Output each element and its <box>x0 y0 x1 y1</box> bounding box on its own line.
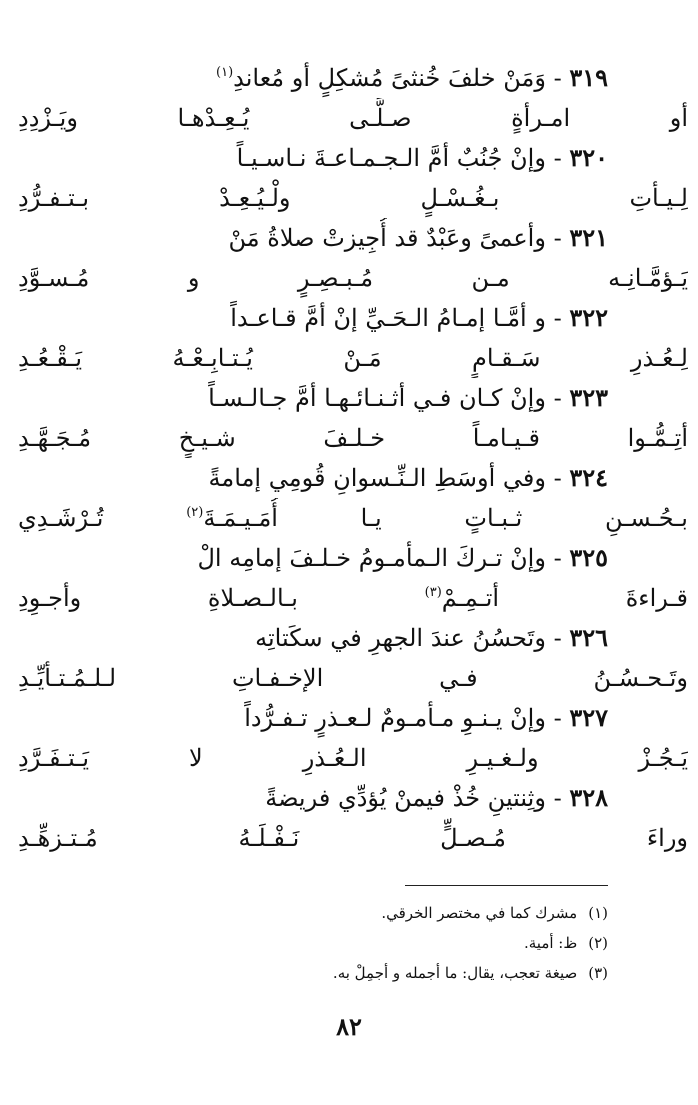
verse-number: ٣٢٧ <box>569 703 608 732</box>
footnote-mark: (٣) <box>588 964 608 982</box>
page-number: ٨٢ <box>336 1012 362 1041</box>
verse-first-hemistich <box>18 618 608 658</box>
footnote-text: صيغة تعجب، يقال: ما أجمله و أجمِلْ به. <box>332 964 578 982</box>
footnotes <box>108 898 608 988</box>
verse-text: وأعمىً وعَبْدٌ قد أُجِيزتْ صلاةُ مَنْ <box>228 224 546 252</box>
verse-first-hemistich <box>18 378 608 418</box>
verse-first-hemistich <box>18 138 608 178</box>
verse-text: بـحُـسـنِ ثـبـاتٍ يـا أُمَـيـمَـةَ <box>203 504 688 532</box>
verse-dash: - <box>545 624 562 652</box>
verse-second-hemistich <box>18 98 688 138</box>
verse-dash: - <box>545 304 562 332</box>
verse-text: وإنْ جُنُبٌ أمَّ الـجـمـاعـةَ نـاسـيـاً <box>236 144 546 172</box>
verse-text: أتِـمُّـوا قـيـامـاً خـلـفَ شـيـخٍ مُـجَـهَّـدِ <box>18 424 688 452</box>
verse-number: ٣١٩ <box>569 63 608 92</box>
verse-number: ٣٢٥ <box>569 543 608 572</box>
verse-first-hemistich <box>18 538 608 578</box>
verse-dash: - <box>545 544 562 572</box>
footnote-item <box>108 898 608 928</box>
verse-number: ٣٢٠ <box>569 143 608 172</box>
verse-number: ٣٢٣ <box>569 383 608 412</box>
verse-text: وإنْ تـركَ الـمأمـومُ خـلـفَ إمامِه الْ <box>197 544 546 572</box>
verse-second-hemistich <box>18 738 688 778</box>
verse-text: وراءَ مُـصـلٍّ نَـفْـلَـهُ مُـتـزهِّـدِ <box>18 824 688 852</box>
verse-text: وإنْ كـان فـي أثـنـائـهـا أمَّ جـالـسـاً <box>208 384 546 412</box>
verse-number: ٣٢٨ <box>569 783 608 812</box>
verse-first-hemistich <box>18 218 608 258</box>
verse-text: وتَـحـسُـنُ فـي الإخـفـاتِ لـلـمُـتـأيِّـدِ <box>18 664 688 692</box>
footnote-ref: (٣) <box>424 585 442 600</box>
verse-second-hemistich <box>18 178 688 218</box>
verse-text: وَمَنْ خلفَ خُنثىً مُشكِلٍ أو مُعاندِ <box>233 64 546 92</box>
verse-dash: - <box>545 704 562 732</box>
verse-dash: - <box>545 64 562 92</box>
verse-text: وثِنتينِ خُذْ فيمنْ يُؤدِّي فريضةً <box>265 784 546 812</box>
footnote-item <box>108 958 608 988</box>
verse-text: قـراءةَ أتـمِـمْ <box>441 584 688 612</box>
verse-first-hemistich <box>18 698 608 738</box>
verse-dash: - <box>545 384 562 412</box>
verse-number: ٣٢٢ <box>569 303 608 332</box>
verse-text: لِـيـأتِ بـغُـسْـلٍ ولْـيُـعِـدْ بـتـفـرُّدِ <box>18 184 688 212</box>
verse-text: وإنْ يـنـوِ مـأمـومٌ لـعـذرٍ تـفـرُّداً <box>244 704 546 732</box>
verse-first-hemistich <box>18 58 608 98</box>
verse-first-hemistich <box>18 778 608 818</box>
poem-verses <box>18 58 688 858</box>
verse-dash: - <box>545 464 562 492</box>
verse-text: بـالـصـلاةِ وأجـوِدِ <box>18 584 298 612</box>
verse-second-hemistich <box>18 338 688 378</box>
verse-text: وفي أوسَطِ الـنِّـسوانِ قُومِي إمامةً <box>208 464 546 492</box>
verse-second-hemistich <box>18 258 688 298</box>
verse-dash: - <box>545 224 562 252</box>
verse-second-hemistich <box>18 818 688 858</box>
verse-second-hemistich <box>18 418 688 458</box>
verse-dash: - <box>545 784 562 812</box>
footnote-ref: (٢) <box>186 505 204 520</box>
verse-text: أو امـرأةٍ صـلَّـى يُـعِـدْهـا ويَـزْدِدِ <box>18 104 688 132</box>
footnote-ref: (١) <box>216 65 234 80</box>
verse-first-hemistich <box>18 458 608 498</box>
verse-number: ٣٢٤ <box>569 463 608 492</box>
footnote-item <box>108 928 608 958</box>
footnote-mark: (١) <box>588 904 608 922</box>
verse-second-hemistich <box>18 578 688 618</box>
verse-text: و أمَّـا إمـامُ الـحَـيِّ إنْ أمَّ قـاعـداً <box>230 304 546 332</box>
footnote-text: مشرك كما في مختصر الخرقي. <box>381 904 578 922</box>
verse-text: تُـرْشَـدِي <box>18 504 104 532</box>
verse-first-hemistich <box>18 298 608 338</box>
footnote-divider <box>405 885 608 886</box>
verse-dash: - <box>545 144 562 172</box>
footnote-text: ظ: أمية. <box>523 934 578 952</box>
footnote-mark: (٢) <box>588 934 608 952</box>
verse-number: ٣٢١ <box>569 223 608 252</box>
verse-number: ٣٢٦ <box>569 623 608 652</box>
verse-text: وتَحسُنُ عندَ الجهرِ في سكَتاتِه <box>255 624 546 652</box>
verse-text: يَـؤمَّـانِـه مـن مُـبـصِـرٍ و مُـسـوَّدِ <box>18 264 688 292</box>
verse-text: يَـجُـزْ ولـغـيـرِ الـعُـذرِ لا يَـتـفَـرَّدِ <box>18 744 688 772</box>
verse-text: لِـعُـذرِ سَـقـامٍ مَـنْ يُـتـابِـعْـهُ يَـقْـعُـدِ <box>18 344 688 372</box>
verse-second-hemistich <box>18 658 688 698</box>
verse-second-hemistich <box>18 498 688 538</box>
